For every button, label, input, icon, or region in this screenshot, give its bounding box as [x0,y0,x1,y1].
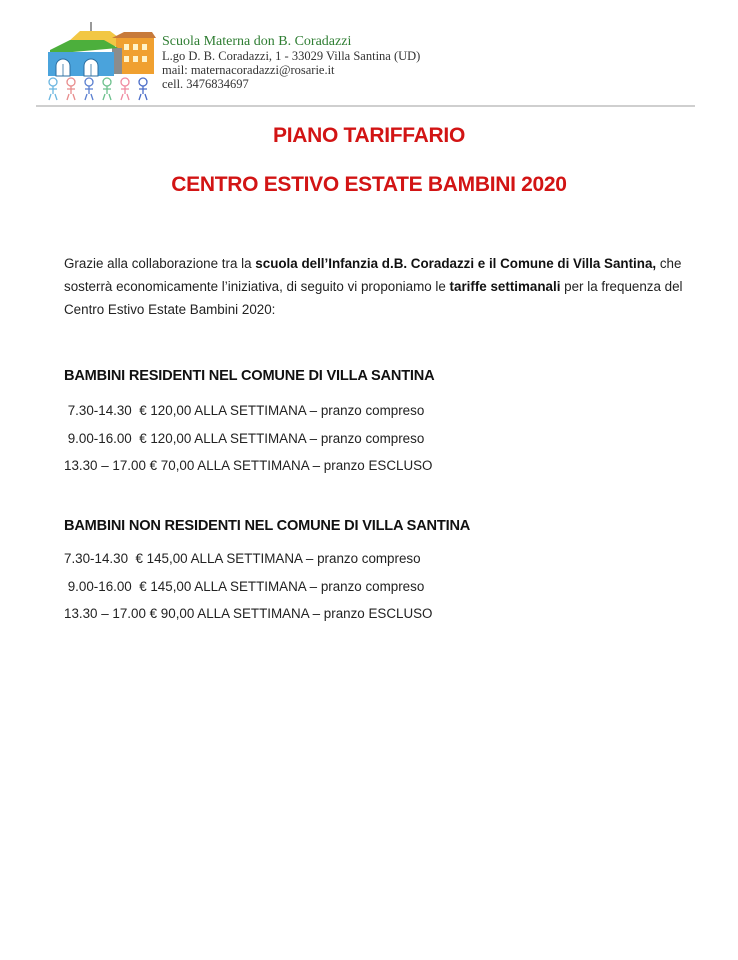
school-email: mail: maternacoradazzi@rosarie.it [162,63,335,77]
document-title: PIANO TARIFFARIO [273,124,465,147]
rate-item: 13.30 – 17.00 € 90,00 ALLA SETTIMANA – pranzo ESCLUSO [64,606,433,621]
school-address: L.go D. B. Coradazzi, 1 - 33029 Villa Santina (UD) [162,49,421,63]
intro-bold-1: scuola dell’Infanzia d.B. Coradazzi e il Comune di Villa Santina, [255,256,657,271]
letterhead-divider [36,105,695,107]
rate-item: 13.30 – 17.00 € 70,00 ALLA SETTIMANA – pranzo ESCLUSO [64,458,433,473]
section-heading-non-residents: BAMBINI NON RESIDENTI NEL COMUNE DI VILLA SANTINA [64,518,471,534]
school-contact-info [162,34,420,91]
intro-bold-2: tariffe settimanali [449,279,561,294]
school-logo-icon [40,22,158,102]
rate-item: 9.00-16.00 € 120,00 ALLA SETTIMANA – pranzo compreso [64,430,425,446]
rate-list-residents [64,401,432,484]
rate-item: 7.30-14.30 € 145,00 ALLA SETTIMANA – pranzo compreso [64,551,421,566]
school-phone: cell. 3476834697 [162,77,249,91]
letterhead [40,22,700,102]
intro-text-1: Grazie alla collaborazione tra la [64,256,256,271]
intro-paragraph [64,252,684,321]
school-name: Scuola Materna don B. Coradazzi [162,34,352,49]
intro-text-2: che sosterrà economicamente l’iniziativa, di seguito vi proponiamo le [64,256,682,294]
document-subtitle: CENTRO ESTIVO ESTATE BAMBINI 2020 [171,173,567,196]
intro-text-3: per la frequenza del Centro Estivo Estate Bambini 2020: [64,279,683,317]
rate-item: 7.30-14.30 € 120,00 ALLA SETTIMANA – pranzo compreso [64,403,425,418]
rate-list-non-residents [64,549,432,632]
rate-item: 9.00-16.00 € 145,00 ALLA SETTIMANA – pranzo compreso [64,578,425,594]
section-heading-residents: BAMBINI RESIDENTI NEL COMUNE DI VILLA SANTINA [64,368,435,384]
